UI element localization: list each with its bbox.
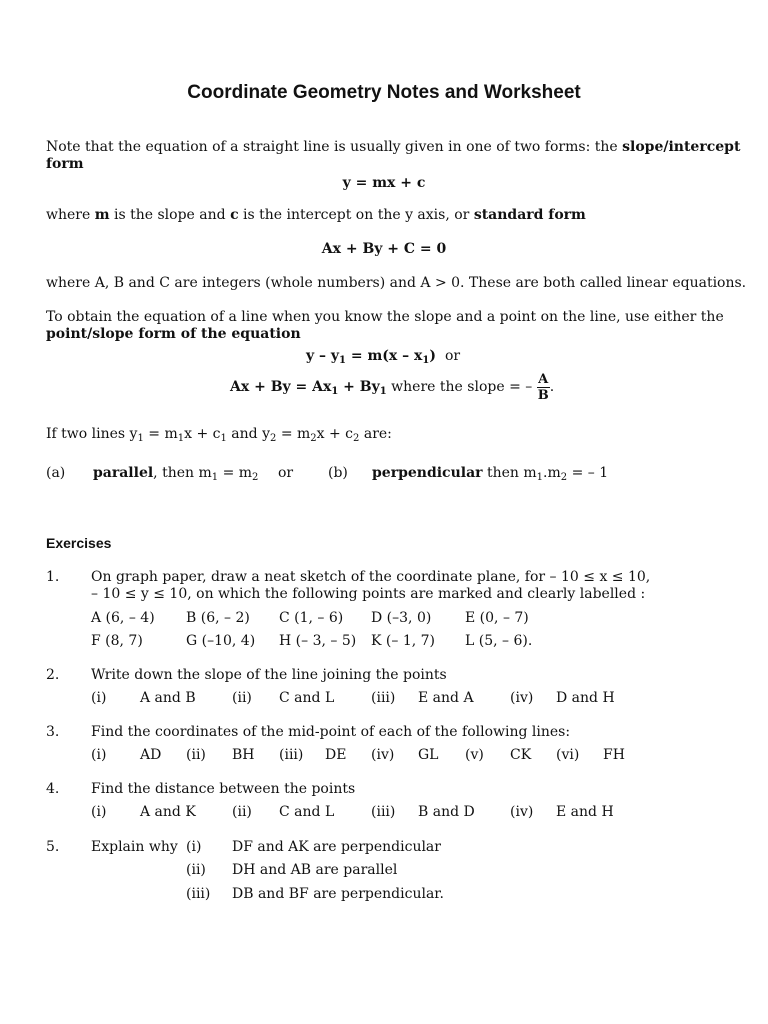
intro-line-5: To obtain the equation of a line when you know the slope and a point on the line, use either the (46, 309, 724, 325)
item-label: (ii) (232, 804, 252, 820)
text-part: .m (543, 465, 561, 481)
item-value: A and B (140, 690, 196, 706)
item-value: AD (140, 747, 162, 763)
equation-slope-intercept: y = mx + c (342, 175, 426, 191)
sub: 2 (252, 472, 259, 483)
item-label: (iii) (371, 690, 396, 706)
text-part: = m (218, 465, 253, 481)
two-lines-statement (46, 426, 392, 443)
item-value: A and K (140, 804, 196, 820)
text-part: x + c (184, 426, 221, 442)
item-value: DH and AB are parallel (232, 862, 398, 878)
exercise-1-line-1: On graph paper, draw a neat sketch of the coordinate plane, for – 10 ≤ x ≤ 10, (91, 569, 651, 585)
exercise-2-text: Write down the slope of the line joining the points (91, 667, 447, 683)
eq-part: . (549, 379, 555, 395)
exercise-5-text: Explain why (91, 839, 178, 855)
fraction-a-over-b (537, 372, 550, 403)
point-item: F (8, 7) (91, 633, 143, 649)
eq-part: Ax + By = Ax (230, 379, 332, 395)
sub: 1 (536, 472, 544, 483)
exercise-number: 2. (46, 667, 60, 683)
fraction-numerator: A (538, 371, 549, 387)
item-value: DE (325, 747, 347, 763)
sub: 2 (270, 433, 277, 444)
text-part: = m (143, 426, 178, 442)
exercises-heading: Exercises (46, 535, 112, 551)
eq-part: = m(x – x (346, 348, 423, 364)
point-item: D (–3, 0) (371, 610, 432, 626)
symbol-c: c (230, 207, 239, 223)
slope-intercept-term: slope/intercept (622, 139, 741, 155)
sub: 2 (310, 433, 317, 444)
intro-line-6: point/slope form of the equation (46, 326, 301, 342)
intro-line-1 (46, 139, 740, 156)
eq-part: ) (429, 348, 436, 364)
text-part: are: (359, 426, 392, 442)
text-part: x + c (316, 426, 354, 442)
item-label: (iv) (510, 804, 534, 820)
perpendicular-condition (372, 465, 608, 482)
intro-text: is the intercept on the y axis, or (238, 207, 474, 223)
parallel-label: (a) (46, 465, 66, 481)
text-part: and y (226, 426, 270, 442)
parallel-word: parallel (93, 465, 154, 481)
point-item: G (–10, 4) (186, 633, 256, 649)
item-value: DB and BF are perpendicular. (232, 886, 444, 902)
text-part: = – 1 (567, 465, 609, 481)
parallel-condition (93, 465, 258, 482)
sub: 2 (353, 433, 360, 444)
or-word: or (445, 348, 461, 364)
item-value: C and L (279, 690, 335, 706)
item-label: (ii) (232, 690, 252, 706)
sub: 1 (137, 433, 144, 444)
eq-sub: 1 (331, 386, 339, 397)
point-item: E (0, – 7) (465, 610, 529, 626)
perpendicular-word: perpendicular (372, 465, 483, 481)
item-value: DF and AK are perpendicular (232, 839, 441, 855)
standard-form-term: standard form (473, 207, 586, 223)
intro-text: where (46, 207, 95, 223)
point-item: H (– 3, – 5) (279, 633, 357, 649)
item-label: (iv) (510, 690, 534, 706)
item-value: E and H (556, 804, 614, 820)
text-part: then m (482, 465, 537, 481)
item-value: GL (418, 747, 439, 763)
point-item: A (6, – 4) (91, 610, 155, 626)
exercise-1-line-2: – 10 ≤ y ≤ 10, on which the following points are marked and clearly labelled : (91, 586, 646, 602)
intro-text: Note that the equation of a straight line is usually given in one of two forms: the (46, 139, 623, 155)
item-value: BH (232, 747, 255, 763)
perpendicular-label: (b) (328, 465, 348, 481)
text-part: = m (276, 426, 311, 442)
equation-point-slope-standard (230, 370, 554, 404)
exercise-3-text: Find the coordinates of the mid-point of each of the following lines: (91, 724, 571, 740)
item-label: (vi) (556, 747, 580, 763)
item-label: (ii) (186, 862, 206, 878)
intro-line-4: where A, B and C are integers (whole numbers) and A > 0. These are both called linear equations. (46, 275, 747, 291)
point-item: L (5, – 6). (465, 633, 533, 649)
item-value: FH (603, 747, 625, 763)
exercise-number: 3. (46, 724, 60, 740)
item-value: D and H (556, 690, 615, 706)
item-label: (ii) (186, 747, 206, 763)
item-value: B and D (418, 804, 475, 820)
eq-sub: 1 (339, 355, 346, 366)
sub: 1 (177, 433, 185, 444)
item-value: E and A (418, 690, 474, 706)
exercise-number: 4. (46, 781, 60, 797)
or-word: or (278, 465, 294, 481)
symbol-m: m (94, 207, 110, 223)
item-label: (v) (465, 747, 484, 763)
sub: 2 (560, 472, 568, 483)
item-label: (iv) (371, 747, 395, 763)
page-title: Coordinate Geometry Notes and Worksheet (187, 82, 581, 103)
item-label: (i) (186, 839, 202, 855)
intro-line-2: form (46, 156, 84, 172)
item-value: C and L (279, 804, 335, 820)
equation-point-slope (306, 348, 436, 365)
sub: 1 (220, 433, 227, 444)
item-label: (iii) (279, 747, 304, 763)
point-item: C (1, – 6) (279, 610, 344, 626)
point-item: K (– 1, 7) (371, 633, 435, 649)
intro-line-3 (46, 207, 586, 224)
item-label: (i) (91, 804, 107, 820)
eq-part: where the slope = – (386, 379, 537, 395)
point-item: B (6, – 2) (186, 610, 250, 626)
sub: 1 (211, 472, 219, 483)
text-part: , then m (153, 465, 212, 481)
exercise-number: 5. (46, 839, 60, 855)
item-label: (i) (91, 747, 107, 763)
equation-standard-form: Ax + By + C = 0 (321, 241, 447, 257)
item-value: CK (510, 747, 532, 763)
intro-text: is the slope and (109, 207, 231, 223)
exercise-4-text: Find the distance between the points (91, 781, 356, 797)
item-label: (iii) (371, 804, 396, 820)
exercise-number: 1. (46, 569, 60, 585)
eq-sub: 1 (422, 355, 430, 366)
fraction-denominator: B (537, 387, 549, 403)
item-label: (i) (91, 690, 107, 706)
eq-sub: 1 (379, 386, 387, 397)
eq-part: + By (338, 379, 380, 395)
item-label: (iii) (186, 886, 211, 902)
eq-part: y – y (306, 348, 340, 364)
text-part: If two lines y (46, 426, 138, 442)
